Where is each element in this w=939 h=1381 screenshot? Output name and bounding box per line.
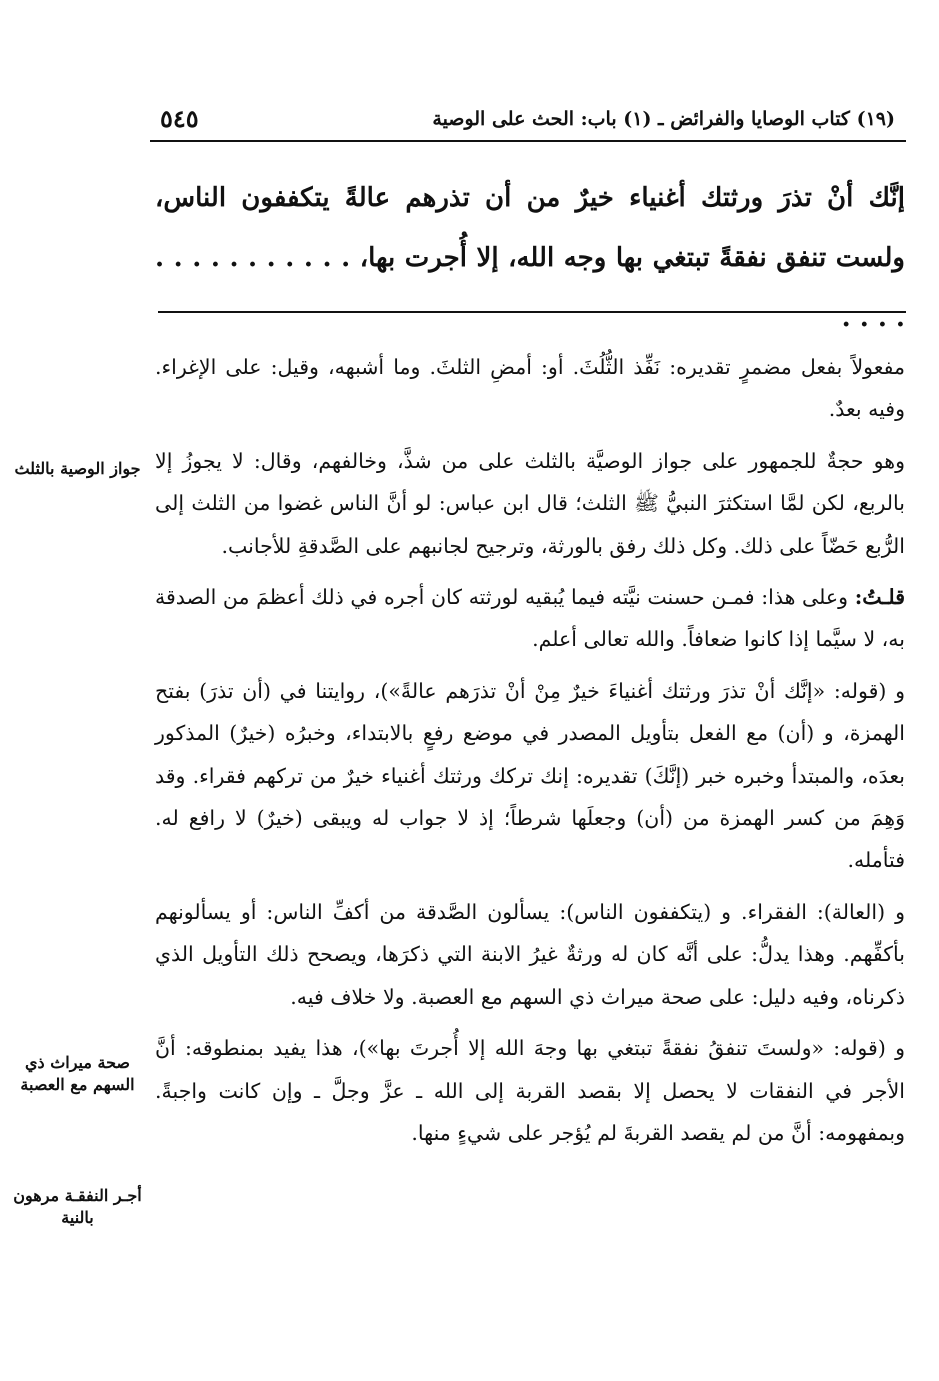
header-rule	[150, 140, 906, 142]
commentary-paragraph	[155, 576, 905, 661]
commentary	[155, 346, 905, 1154]
commentary-paragraph	[155, 1027, 905, 1154]
commentary-paragraph	[155, 670, 905, 882]
margin-note-inheritance: صحة ميراث ذي السهم مع العصبة	[20, 1053, 135, 1094]
running-head: (١٩) كتاب الوصايا والفرائض ـ (١) باب: الحث على الوصية	[432, 108, 895, 130]
margin-note-reward-intention: أجـر النفقـة مرهون بالنية	[13, 1186, 142, 1227]
paragraph-text: و (قوله: «إنَّك أنْ تذرَ ورثتك أغنياءَ خيرٌ مِنْ أنْ تذرَهم عالةً»)، روايتنا في (أن تذرَ) بفتح الهمزة، و (أن) مع الفعل بتأويل المصدر في موضع رفعٍ بالابتداء، وخبرُه (خيرٌ) المذكور بعدَه، والمبتدأ وخبره خبر (إنَّكَ) تقديره: إنك تركك ورثتك أغنياء خيرٌ من تركهم فقراء. وقد وَهِمَ من كسر الهمزة من (أن) وجعلَها شرطاً؛ إذ لا جواب له ويبقى (خيرٌ) لا رافع له. فتأمله.	[155, 678, 905, 873]
page-number: ٥٤٥	[160, 104, 199, 133]
paragraph-label: قلـتُ:	[854, 585, 905, 610]
commentary-paragraph	[155, 891, 905, 1018]
paragraph-text: وهو حجةٌ للجمهور على جواز الوصيَّة بالثلث على من شذَّ، وخالفهم، وقال: لا يجوزُ إلا بالربع، لكن لمَّا استكثرَ النبيُّ ﷺ الثلث؛ قال ابن عباس: لو أنَّ الناس غضوا من الثلث إلى الرُّبع حَضّاً على ذلك. وكل ذلك رفق بالورثة، وترجيح لجانبهم على الصَّدقةِ للأجانب.	[155, 448, 905, 558]
hadith-separator-rule	[158, 311, 906, 313]
page-header	[150, 102, 905, 138]
paragraph-text: و (العالة): الفقراء. و (يتكففون الناس): يسألون الصَّدقة من أكفِّ الناس: أو يسألونهم بأكفِّهم. وهذا يدلُّ: على أنَّه كان له ورثةٌ غيرُ الابنة التي ذكرَها، ويصحح ذلك التأويل الذي ذكرناه، وفيه دليل: على صحة ميراث ذي السهم مع العصبة. ولا خلاف فيه.	[155, 899, 905, 1009]
commentary-paragraph	[155, 346, 905, 431]
paragraph-text: مفعولاً بفعل مضمرٍ تقديره: نَفِّذ الثُّلُثَ. أو: أمضِ الثلثَ. وما أشبهه، وقيل: على الإغراء. وفيه بعدٌ.	[155, 355, 905, 422]
commentary-paragraph	[155, 440, 905, 567]
margin-note-bequest-third: جواز الوصية بالثلث	[14, 459, 141, 478]
hadith-text: إنَّك أنْ تذرَ ورثتك أغنياء خيرٌ من أن تذرهم عالةً يتكففون الناس، ولست تنفق نفقةً تبتغي بها وجه الله، إلا أُجرت بها، . . . . . . . . . . . . . . .	[155, 183, 905, 333]
paragraph-text: و (قوله: «ولستَ تنفقُ نفقةً تبتغي بها وجهَ الله إلا أُجرتَ بها»)، هذا يفيد بمنطوقه: أنَّ الأجر في النفقات لا يحصل إلا بقصد القربة إلى الله ـ عزَّ وجلَّ ـ وإن كانت واجبةً. وبمفهومه: أنَّ من لم يقصد القربةَ لم يُؤجر على شيءٍ منها.	[155, 1036, 905, 1145]
paragraph-text: وعلى هذا: فمـن حسنت نيَّته فيما يُبقيه لورثته كان أجره في ذلك أعظمَ من الصدقة به، لا سيَّما إذا كانوا ضعافاً. والله تعالى أعلم.	[155, 585, 905, 652]
